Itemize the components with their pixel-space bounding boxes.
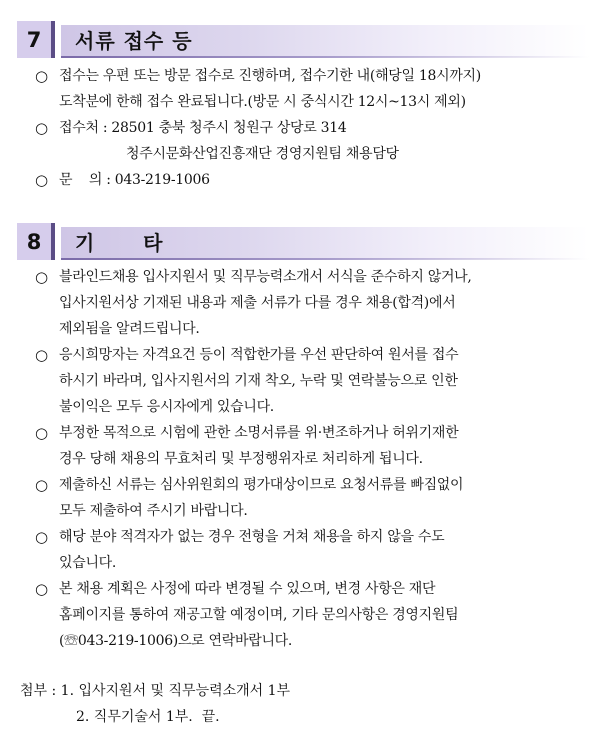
bullet-item: [35, 472, 583, 524]
bullet-text: 접수처 : 28501 충북 청주시 청원구 상당로 314: [59, 120, 347, 136]
section-number: 8: [17, 223, 55, 260]
section-8-body: [35, 264, 583, 654]
bullet-circle-icon: ○: [35, 528, 49, 546]
section-7-header: [17, 21, 589, 59]
bullet-text: 입사지원서상 기재된 내용과 제출 서류가 다를 경우 채용(합격)에서: [59, 295, 456, 311]
section-8-header: [17, 223, 589, 261]
attachment-line-2: 2. 직무기술서 1부. 끝.: [76, 709, 220, 725]
section-7-body: [35, 63, 583, 193]
bullet-item: [35, 264, 583, 342]
bullet-circle-icon: ○: [35, 268, 49, 286]
section-title: 기 타: [75, 231, 164, 255]
bullet-item: [35, 167, 583, 193]
bullet-item: [35, 115, 583, 167]
header-rule: [61, 258, 589, 260]
bullet-text: 본 채용 계획은 사정에 따라 변경될 수 있으며, 변경 사항은 재단: [59, 581, 436, 597]
bullet-text: 문 의 : 043-219-1006: [59, 172, 210, 188]
bullet-circle-icon: ○: [35, 67, 49, 85]
bullet-circle-icon: ○: [35, 119, 49, 137]
attachment-line-1: 첨부 : 1. 입사지원서 및 직무능력소개서 1부: [20, 683, 291, 699]
bullet-circle-icon: ○: [35, 580, 49, 598]
bullet-item: [35, 576, 583, 654]
bullet-circle-icon: ○: [35, 346, 49, 364]
bullet-text: 해당 분야 적격자가 없는 경우 전형을 거쳐 채용을 하지 않을 수도: [59, 529, 445, 545]
attachments: [20, 678, 580, 730]
bullet-text: 경우 당해 채용의 무효처리 및 부정행위자로 처리하게 됩니다.: [59, 451, 423, 467]
bullet-text: 제출하신 서류는 심사위원회의 평가대상이므로 요청서류를 빠짐없이: [59, 477, 464, 493]
bullet-text: 블라인드채용 입사지원서 및 직무능력소개서 서식을 준수하지 않거나,: [59, 269, 472, 285]
bullet-text: 모두 제출하여 주시기 바랍니다.: [59, 503, 248, 519]
bullet-item: [35, 63, 583, 115]
bullet-text: 있습니다.: [59, 555, 117, 571]
section-title: 서류 접수 등: [75, 29, 193, 53]
bullet-circle-icon: ○: [35, 424, 49, 442]
section-number: 7: [17, 21, 55, 58]
bullet-text: 홈페이지를 통하여 재공고할 예정이며, 기타 문의사항은 경영지원팀: [59, 607, 459, 623]
bullet-text: 청주시문화산업진흥재단 경영지원팀 채용담당: [126, 146, 399, 162]
bullet-item: [35, 420, 583, 472]
bullet-text: 불이익은 모두 응시자에게 있습니다.: [59, 399, 274, 415]
bullet-text: 하시기 바라며, 입사지원서의 기재 착오, 누락 및 연락불능으로 인한: [59, 373, 458, 389]
bullet-text: 제외됨을 알려드립니다.: [59, 321, 200, 337]
bullet-circle-icon: ○: [35, 171, 49, 189]
bullet-text: 응시희망자는 자격요건 등이 적합한가를 우선 판단하여 원서를 접수: [59, 347, 459, 363]
bullet-item: [35, 342, 583, 420]
bullet-item: [35, 524, 583, 576]
bullet-text: 접수는 우편 또는 방문 접수로 진행하며, 접수기한 내(해당일 18시까지): [59, 68, 481, 84]
header-rule: [61, 56, 589, 58]
bullet-circle-icon: ○: [35, 476, 49, 494]
bullet-text: 부정한 목적으로 시험에 관한 소명서류를 위·변조하거나 허위기재한: [59, 425, 459, 441]
bullet-text: 도착분에 한해 접수 완료됩니다.(방문 시 중식시간 12시~13시 제외): [59, 94, 466, 110]
bullet-text: (☏043-219-1006)으로 연락바랍니다.: [59, 633, 293, 649]
